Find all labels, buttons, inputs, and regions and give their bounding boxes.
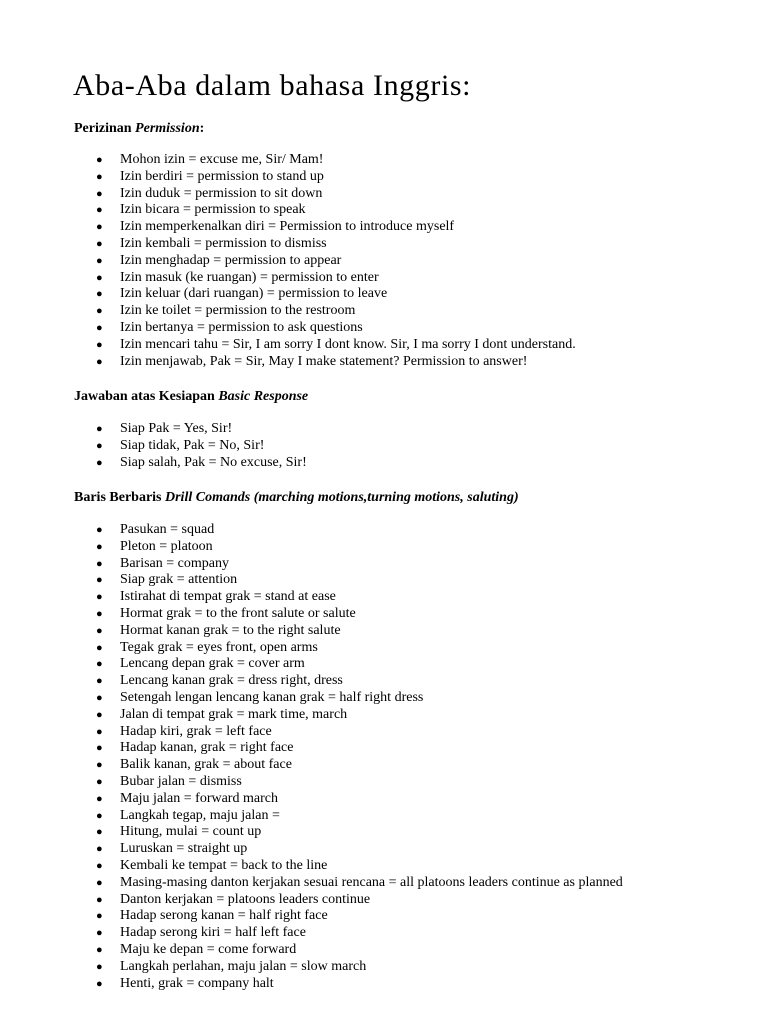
list-item-text: Lencang kanan grak = dress right, dress xyxy=(120,673,343,689)
list-item xyxy=(0,152,576,169)
list-item xyxy=(0,774,623,791)
list-item-text: Mohon izin = excuse me, Sir/ Mam! xyxy=(120,152,324,167)
bullet-icon: ● xyxy=(96,355,103,368)
list-item xyxy=(0,942,623,959)
bullet-icon: ● xyxy=(96,557,103,570)
list-item xyxy=(0,539,623,556)
bullet-icon: ● xyxy=(96,826,103,839)
list-item xyxy=(0,572,623,589)
bullet-icon: ● xyxy=(96,221,103,234)
list-item xyxy=(0,740,623,757)
list-item xyxy=(0,892,623,909)
document-title: Aba-Aba dalam bahasa Inggris: xyxy=(73,69,472,102)
list-item-text: Pleton = platoon xyxy=(120,538,213,554)
list-item-text: Barisan = company xyxy=(120,555,229,571)
list-item-text: Izin berdiri = permission to stand up xyxy=(120,168,324,184)
list-item-text: Langkah perlahan, maju jalan = slow march xyxy=(120,958,367,974)
list-item xyxy=(0,656,623,673)
list-item xyxy=(0,421,307,438)
bullet-icon: ● xyxy=(96,658,103,671)
list-item-text: Izin menjawab, Pak = Sir, May I make statement? Permission to answer! xyxy=(120,353,528,369)
list-item-text: Siap salah, Pak = No excuse, Sir! xyxy=(120,454,307,470)
bullet-icon: ● xyxy=(96,977,103,990)
list-item xyxy=(0,438,307,455)
list-item-text: Izin bertanya = permission to ask questions xyxy=(120,319,363,335)
list-item-text: Lencang depan grak = cover arm xyxy=(120,656,305,672)
list-item-text: Izin kembali = permission to dismiss xyxy=(120,235,327,251)
list-item-text: Hormat kanan grak = to the right salute xyxy=(120,622,341,638)
list-item-text: Izin menghadap = permission to appear xyxy=(120,252,342,268)
section-heading-en: Drill Comands (marching motions,turning motions, saluting) xyxy=(165,490,519,505)
list-item xyxy=(0,169,576,186)
bullet-icon: ● xyxy=(96,641,103,654)
list-item xyxy=(0,908,623,925)
list-item-text: Bubar jalan = dismiss xyxy=(120,773,242,789)
list-item-text: Luruskan = straight up xyxy=(120,841,248,857)
section-heading-id: Perizinan xyxy=(74,121,132,136)
list-item xyxy=(0,522,623,539)
section-heading-basic-response xyxy=(74,388,308,406)
bullet-icon: ● xyxy=(96,725,103,738)
list-item xyxy=(0,236,576,253)
list-item-text: Danton kerjakan = platoons leaders continue xyxy=(120,891,371,907)
list-item xyxy=(0,841,623,858)
bullet-icon: ● xyxy=(96,742,103,755)
list-item xyxy=(0,875,623,892)
bullet-icon: ● xyxy=(96,624,103,637)
list-item xyxy=(0,253,576,270)
bullet-icon: ● xyxy=(96,708,103,721)
list-item xyxy=(0,337,576,354)
list-item-text: Kembali ke tempat = back to the line xyxy=(120,857,328,873)
list-item-text: Siap Pak = Yes, Sir! xyxy=(120,421,233,436)
bullet-icon: ● xyxy=(96,943,103,956)
list-item-text: Hadap serong kiri = half left face xyxy=(120,925,306,941)
list-item-text: Izin memperkenalkan diri = Permission to introduce myself xyxy=(120,219,455,235)
bullet-icon: ● xyxy=(96,187,103,200)
drill-commands-list xyxy=(0,522,623,992)
list-item xyxy=(0,707,623,724)
bullet-icon: ● xyxy=(96,237,103,250)
list-item xyxy=(0,690,623,707)
bullet-icon: ● xyxy=(96,338,103,351)
list-item-text: Hadap kiri, grak = left face xyxy=(120,723,272,739)
bullet-icon: ● xyxy=(96,675,103,688)
list-item-text: Hadap kanan, grak = right face xyxy=(120,740,294,756)
list-item xyxy=(0,791,623,808)
list-item xyxy=(0,640,623,657)
bullet-icon: ● xyxy=(96,927,103,940)
bullet-icon: ● xyxy=(96,305,103,318)
list-item xyxy=(0,959,623,976)
list-item-text: Siap grak = attention xyxy=(120,572,238,588)
bullet-icon: ● xyxy=(96,893,103,906)
list-item xyxy=(0,186,576,203)
bullet-icon: ● xyxy=(96,759,103,772)
list-item xyxy=(0,320,576,337)
list-item xyxy=(0,757,623,774)
section-heading-id: Jawaban atas Kesiapan xyxy=(74,389,215,404)
list-item xyxy=(0,286,576,303)
bullet-icon: ● xyxy=(96,154,103,166)
list-item-text: Langkah tegap, maju jalan = xyxy=(120,807,280,823)
list-item xyxy=(0,925,623,942)
bullet-icon: ● xyxy=(96,524,103,536)
bullet-icon: ● xyxy=(96,574,103,587)
bullet-icon: ● xyxy=(96,288,103,301)
section-heading-id: Baris Berbaris xyxy=(74,490,162,505)
section-heading-suffix: : xyxy=(199,121,205,136)
list-item xyxy=(0,824,623,841)
list-item-text: Jalan di tempat grak = mark time, march xyxy=(120,706,348,722)
section-heading-en: Permission xyxy=(135,121,200,136)
list-item-text: Izin masuk (ke ruangan) = permission to enter xyxy=(120,269,379,285)
bullet-icon: ● xyxy=(96,910,103,923)
list-item-text: Izin bicara = permission to speak xyxy=(120,202,306,218)
bullet-icon: ● xyxy=(96,423,103,435)
bullet-icon: ● xyxy=(96,809,103,822)
list-item-text: Setengah lengan lencang kanan grak = half right dress xyxy=(120,689,424,705)
list-item xyxy=(0,556,623,573)
list-item-text: Pasukan = squad xyxy=(120,522,215,537)
bullet-icon: ● xyxy=(96,607,103,620)
bullet-icon: ● xyxy=(96,456,103,469)
list-item xyxy=(0,808,623,825)
list-item xyxy=(0,606,623,623)
bullet-icon: ● xyxy=(96,439,103,452)
list-item-text: Izin duduk = permission to sit down xyxy=(120,185,323,201)
permission-list xyxy=(0,152,576,370)
section-heading-drill-commands xyxy=(74,489,519,507)
list-item xyxy=(0,623,623,640)
bullet-icon: ● xyxy=(96,859,103,872)
list-item xyxy=(0,219,576,236)
list-item xyxy=(0,724,623,741)
bullet-icon: ● xyxy=(96,321,103,334)
bullet-icon: ● xyxy=(96,540,103,553)
list-item-text: Izin ke toilet = permission to the restroom xyxy=(120,303,356,319)
list-item-text: Maju ke depan = come forward xyxy=(120,941,297,957)
list-item-text: Maju jalan = forward march xyxy=(120,790,278,806)
bullet-icon: ● xyxy=(96,591,103,604)
section-heading-permission xyxy=(74,120,204,138)
bullet-icon: ● xyxy=(96,960,103,973)
list-item-text: Istirahat di tempat grak = stand at ease xyxy=(120,589,336,605)
bullet-icon: ● xyxy=(96,271,103,284)
bullet-icon: ● xyxy=(96,876,103,889)
list-item-text: Hadap serong kanan = half right face xyxy=(120,908,328,924)
list-item xyxy=(0,270,576,287)
section-heading-en: Basic Response xyxy=(218,389,309,404)
list-item xyxy=(0,858,623,875)
list-item xyxy=(0,354,576,371)
bullet-icon: ● xyxy=(96,775,103,788)
list-item-text: Siap tidak, Pak = No, Sir! xyxy=(120,437,265,453)
list-item xyxy=(0,589,623,606)
list-item xyxy=(0,673,623,690)
bullet-icon: ● xyxy=(96,170,103,183)
list-item-text: Henti, grak = company halt xyxy=(120,975,274,991)
list-item xyxy=(0,976,623,993)
list-item-text: Masing-masing danton kerjakan sesuai rencana = all platoons leaders continue as planned xyxy=(120,874,623,890)
list-item xyxy=(0,303,576,320)
bullet-icon: ● xyxy=(96,204,103,217)
bullet-icon: ● xyxy=(96,792,103,805)
list-item-text: Balik kanan, grak = about face xyxy=(120,757,292,773)
list-item xyxy=(0,455,307,472)
list-item xyxy=(0,202,576,219)
bullet-icon: ● xyxy=(96,843,103,856)
list-item-text: Izin mencari tahu = Sir, I am sorry I dont know. Sir, I ma sorry I dont understand. xyxy=(120,336,576,352)
list-item-text: Hormat grak = to the front salute or salute xyxy=(120,605,356,621)
list-item-text: Tegak grak = eyes front, open arms xyxy=(120,639,318,655)
bullet-icon: ● xyxy=(96,691,103,704)
bullet-icon: ● xyxy=(96,254,103,267)
list-item-text: Hitung, mulai = count up xyxy=(120,824,262,840)
list-item-text: Izin keluar (dari ruangan) = permission to leave xyxy=(120,286,388,302)
basic-response-list xyxy=(0,421,307,471)
